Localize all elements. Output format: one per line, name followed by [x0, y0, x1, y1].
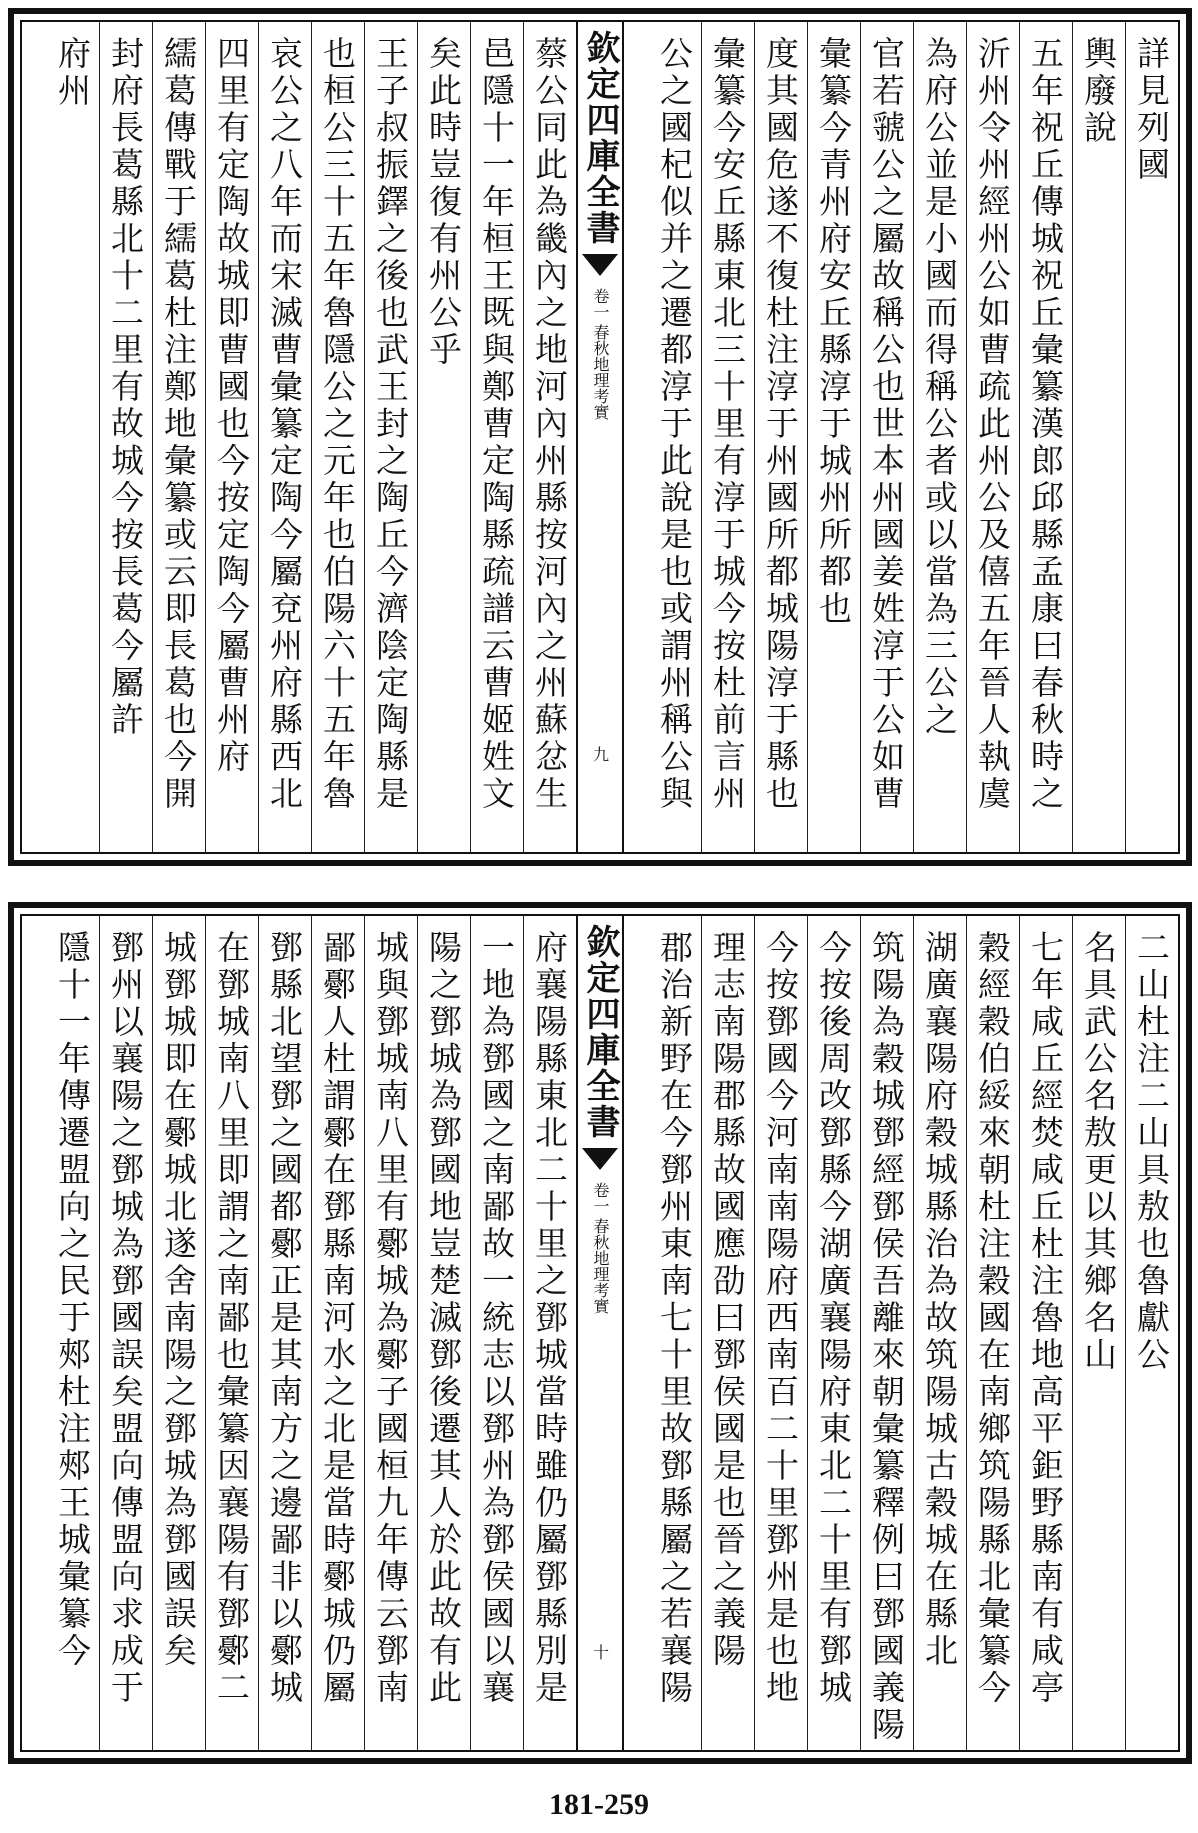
text-column: 在鄧城南八里即謂之南鄙也彙纂因襄陽有鄧鄾二 [205, 916, 258, 1750]
text-column: 矣此時豈復有州公乎 [417, 22, 470, 852]
text-column: 繻葛傳戰于繻葛杜注鄭地彙纂或云即長葛也今開 [152, 22, 205, 852]
text-column: 鄙鄾人杜謂鄾在鄧縣南河水之北是當時鄾城仍屬 [311, 916, 364, 1750]
text-column: 二山杜注二山具敖也魯獻公 [1125, 916, 1178, 1750]
volume-label: 卷一 [591, 1182, 610, 1214]
text-column: 鄧州以襄陽之鄧城為鄧國誤矣盟向傳盟向求成于 [99, 916, 152, 1750]
leaf-number: 九 [590, 746, 610, 762]
text-column: 王子叔振鐸之後也武王封之陶丘今濟陰定陶縣是 [364, 22, 417, 852]
text-column: 詳見列國 [1125, 22, 1178, 852]
text-frame [20, 20, 1180, 854]
left-half [22, 916, 576, 1750]
text-column: 郡治新野在今鄧州東南七十里故鄧縣屬之若襄陽 [655, 930, 694, 1707]
center-margin [576, 916, 624, 1750]
text-column: 城鄧城即在鄾城北遂舍南陽之鄧城為鄧國誤矣 [152, 916, 205, 1750]
text-column: 輿廢說 [1072, 22, 1125, 852]
text-column: 度其國危遂不復杜注淳于州國所都城陽淳于縣也 [754, 22, 807, 852]
right-half [624, 916, 1178, 1750]
work-title: 春秋地理考實 [591, 324, 610, 420]
right-half [624, 22, 1178, 852]
text-column: 筑陽為穀城鄧經鄧侯吾離來朝彙纂釋例曰鄧國義陽 [860, 916, 913, 1750]
fish-tail-icon [582, 254, 618, 276]
text-column: 隱十一年傳遷盟向之民于郟杜注郟王城彙纂今 [53, 930, 92, 1670]
leaf-number: 十 [590, 1644, 610, 1660]
text-column: 理志南陽郡縣故國應劭曰鄧侯國是也晉之義陽 [701, 916, 754, 1750]
text-column: 今按鄧國今河南南陽府西南百二十里鄧州是也地 [754, 916, 807, 1750]
text-column: 今按後周改鄧縣今湖廣襄陽府東北二十里有鄧城 [807, 916, 860, 1750]
left-half [22, 22, 576, 852]
volume-label: 卷一 [591, 288, 610, 320]
text-column: 一地為鄧國之南鄙故一統志以鄧州為鄧侯國以襄 [470, 916, 523, 1750]
text-column: 府州 [53, 36, 92, 110]
text-column: 七年咸丘經焚咸丘杜注魯地高平鉅野縣南有咸亭 [1019, 916, 1072, 1750]
center-margin [576, 22, 624, 852]
text-frame [20, 914, 1180, 1752]
text-column: 四里有定陶故城即曹國也今按定陶今屬曹州府 [205, 22, 258, 852]
text-column: 城與鄧城南八里有鄾城為鄾子國桓九年傳云鄧南 [364, 916, 417, 1750]
text-column: 彙纂今安丘縣東北三十里有淳于城今按杜前言州 [701, 22, 754, 852]
text-column: 穀經穀伯綏來朝杜注穀國在南鄉筑陽縣北彙纂今 [966, 916, 1019, 1750]
text-column: 公之國杞似并之遷都淳于此說是也或謂州稱公與 [655, 36, 694, 813]
text-column: 官若虢公之屬故稱公也世本州國姜姓淳于公如曹 [860, 22, 913, 852]
page-top [8, 8, 1192, 866]
text-column: 湖廣襄陽府穀城縣治為故筑陽城古穀城在縣北 [913, 916, 966, 1750]
page-number: 181-259 [549, 1788, 649, 1821]
work-title: 春秋地理考實 [591, 1218, 610, 1314]
text-column: 府襄陽縣東北二十里之鄧城當時雖仍屬鄧縣別是 [523, 916, 576, 1750]
book-title: 欽定四庫全書 [580, 924, 620, 1140]
page-bottom [8, 902, 1192, 1764]
text-column: 也桓公三十五年魯隱公之元年也伯陽六十五年魯 [311, 22, 364, 852]
book-title: 欽定四庫全書 [580, 30, 620, 246]
text-column: 邑隱十一年桓王既與鄭曹定陶縣疏譜云曹姬姓文 [470, 22, 523, 852]
text-column: 為府公並是小國而得稱公者或以當為三公之 [913, 22, 966, 852]
text-column: 封府長葛縣北十二里有故城今按長葛今屬許 [99, 22, 152, 852]
text-column: 哀公之八年而宋滅曹彙纂定陶今屬兗州府縣西北 [258, 22, 311, 852]
fish-tail-icon [582, 1148, 618, 1170]
text-column: 蔡公同此為畿內之地河內州縣按河內之州蘇忿生 [523, 22, 576, 852]
text-column: 陽之鄧城為鄧國地豈楚滅鄧後遷其人於此故有此 [417, 916, 470, 1750]
text-column: 沂州令州經州公如曹疏此州公及僖五年晉人執虞 [966, 22, 1019, 852]
text-column: 五年祝丘傳城祝丘彙纂漢郎邱縣孟康曰春秋時之 [1019, 22, 1072, 852]
text-column: 名具武公名敖更以其鄉名山 [1072, 916, 1125, 1750]
text-column: 彙纂今青州府安丘縣淳于城州所都也 [807, 22, 860, 852]
text-column: 鄧縣北望鄧之國都鄾正是其南方之邊鄙非以鄾城 [258, 916, 311, 1750]
